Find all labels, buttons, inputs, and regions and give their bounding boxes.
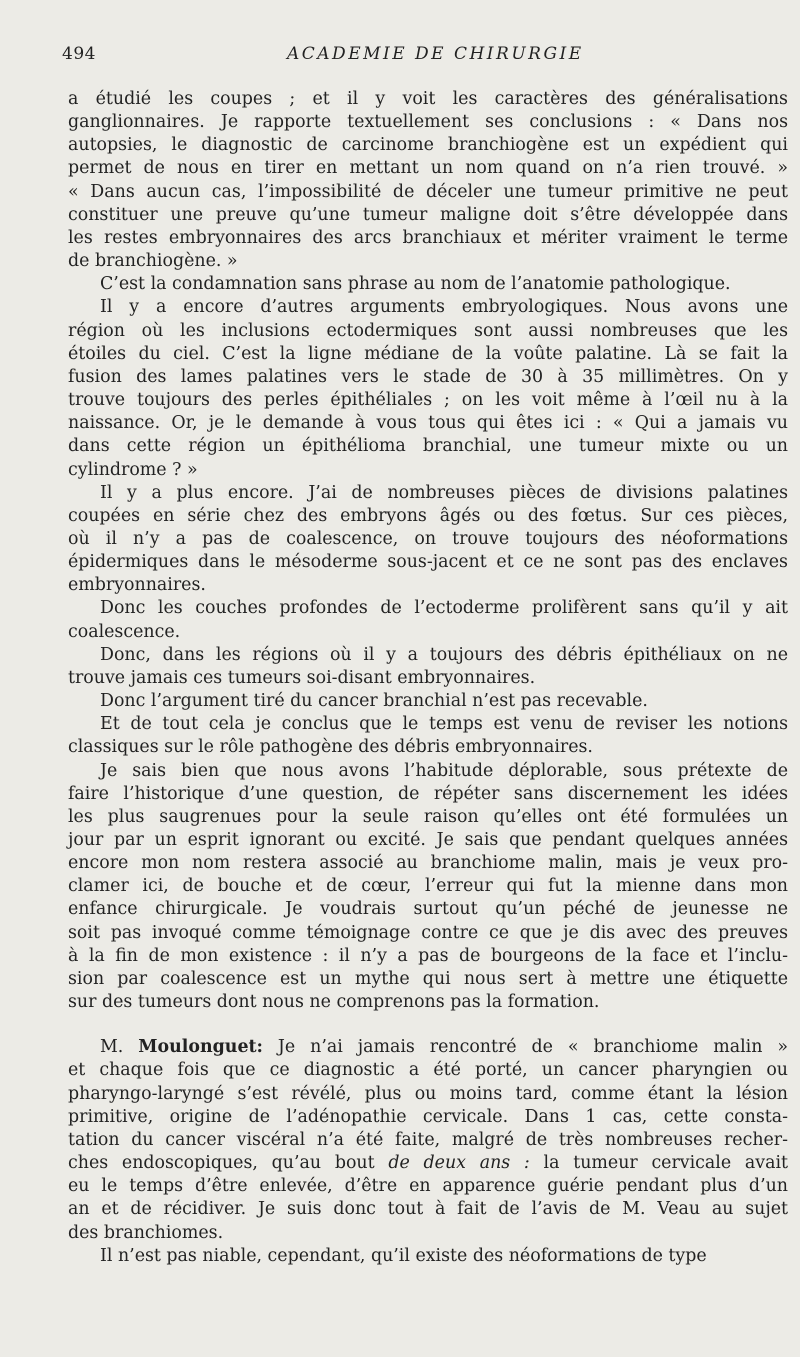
line-text: Je n’ai jamais rencontré de « branchiome malin » xyxy=(277,1037,788,1058)
text-line: a étudié les coupes ; et il y voit les caractères des généralisations xyxy=(68,89,788,109)
text-line: ganglionnaires. Je rapporte textuellement ses conclusions : « Dans nos xyxy=(68,112,788,133)
text-line: coupées en série chez des embryons âgés ou des fœtus. Sur ces pièces, xyxy=(68,505,788,526)
page-header xyxy=(62,44,772,68)
moulonguet-lines xyxy=(68,1059,788,1152)
text-line xyxy=(68,1036,788,1059)
moulonguet-lines xyxy=(68,1175,788,1244)
page-number: 494 xyxy=(62,44,96,64)
text-line: les restes embryonnaires des arcs branchiaux et mériter vraiment le terme xyxy=(68,227,788,248)
speaker-name: Moulonguet xyxy=(138,1037,257,1058)
text-line: soit pas invoqué comme témoignage contre ce que je dis avec des preuves xyxy=(68,922,788,943)
text-line: classiques sur le rôle pathogène des débris embryonnaires. xyxy=(68,737,593,758)
text-line: les plus saugrenues pour la seule raison qu’elles ont été formulées un xyxy=(68,806,788,827)
veau-discussion xyxy=(68,88,788,1014)
text-line: Et de tout cela je conclus que le temps est venu de reviser les notions xyxy=(100,714,788,735)
text-line: faire l’historique d’une question, de répéter sans discernement les idées xyxy=(68,783,788,804)
text-line: épidermiques dans le mésoderme sous-jacent et ce ne sont pas des enclaves xyxy=(68,552,788,573)
section-gap xyxy=(68,1014,788,1036)
line-text: la tumeur cervicale avait xyxy=(543,1153,788,1174)
text-line: Donc, dans les régions où il y a toujours des débris épithéliaux on ne xyxy=(100,644,788,665)
text-line: eu le temps d’être enlevée, d’être en apparence guérie pendant plus d’un xyxy=(68,1176,788,1197)
text-line: primitive, origine de l’adénopathie cervicale. Dans 1 cas, cette consta- xyxy=(68,1106,788,1127)
running-title: ACADEMIE DE CHIRURGIE xyxy=(287,44,584,64)
text-line: jour par un esprit ignorant ou excité. Je sais que pendant quelques années xyxy=(68,830,788,850)
text-line: encore mon nom restera associé au branchiome malin, mais je veux pro- xyxy=(68,853,788,874)
text-line: constituer une preuve qu’une tumeur maligne doit s’être développée dans xyxy=(68,204,788,225)
text-line: permet de nous en tirer en mettant un nom quand on n’a rien trouvé. » xyxy=(68,158,788,179)
text-line: étoiles du ciel. C’est la ligne médiane de la voûte palatine. Là se fait la xyxy=(68,343,788,364)
line-text: ches endoscopiques, qu’au bout xyxy=(68,1153,375,1174)
moulonguet-discussion xyxy=(68,1036,788,1268)
text-line: tation du cancer viscéral n’a été faite, malgré de très nombreuses recher- xyxy=(68,1129,788,1150)
text-line: où il n’y a pas de coalescence, on trouve toujours des néoformations xyxy=(68,528,788,549)
text-line: naissance. Or, je le demande à vous tous qui êtes ici : « Qui a jamais vu xyxy=(68,413,788,434)
speaker-colon: : xyxy=(256,1037,263,1058)
text-line: région où les inclusions ectodermiques sont aussi nombreuses que les xyxy=(68,320,788,341)
text-line: C’est la condamnation sans phrase au nom de l’anatomie pathologique. xyxy=(100,274,731,295)
text-line: sur des tumeurs dont nous ne comprenons pas la formation. xyxy=(68,992,600,1013)
text-line: autopsies, le diagnostic de carcinome branchiogène est un expédient qui xyxy=(68,135,788,156)
text-line xyxy=(68,1152,788,1175)
text-line: pharyngo-laryngé s’est révélé, plus ou moins tard, comme étant la lésion xyxy=(68,1083,788,1104)
text-line: dans cette région un épithélioma branchial, une tumeur mixte ou un xyxy=(68,436,788,457)
text-line: à la fin de mon existence : il n’y a pas de bourgeons de la face et l’inclu- xyxy=(68,945,788,966)
text-line: cylindrome ? » xyxy=(68,459,198,480)
text-line: fusion des lames palatines vers le stade de 30 à 35 millimètres. On y xyxy=(68,366,788,387)
text-line: trouve toujours des perles épithéliales ; on les voit même à l’œil nu à la xyxy=(68,390,788,411)
text-line: Donc l’argument tiré du cancer branchial n’est pas recevable. xyxy=(100,691,648,712)
text-line: clamer ici, de bouche et de cœur, l’erreur qui fut la mienne dans mon xyxy=(68,876,788,897)
text-line: Il n’est pas niable, cependant, qu’il existe des néoformations de type xyxy=(100,1245,707,1266)
italic-phrase: de deux ans : xyxy=(388,1153,530,1174)
speaker-title: M. xyxy=(100,1037,124,1058)
text-line: coalescence. xyxy=(68,621,181,642)
text-line: embryonnaires. xyxy=(68,575,206,596)
text-line: an et de récidiver. Je suis donc tout à fait de l’avis de M. Veau au sujet xyxy=(68,1199,788,1220)
text-line: sion par coalescence est un mythe qui nous sert à mettre une étiquette xyxy=(68,968,788,989)
text-line: Il y a plus encore. J’ai de nombreuses pièces de divisions palatines xyxy=(100,482,788,503)
body-text xyxy=(68,88,788,1268)
text-line: Il y a encore d’autres arguments embryologiques. Nous avons une xyxy=(100,297,788,318)
text-line: des branchiomes. xyxy=(68,1222,224,1243)
text-line: trouve jamais ces tumeurs soi-disant embryonnaires. xyxy=(68,667,536,688)
text-line: enfance chirurgicale. Je voudrais surtout qu’un péché de jeunesse ne xyxy=(68,899,788,920)
text-line: « Dans aucun cas, l’impossibilité de déceler une tumeur primitive ne peut xyxy=(68,181,788,202)
text-line: Donc les couches profondes de l’ectoderme prolifèrent sans qu’il y ait xyxy=(100,598,788,619)
text-line: et chaque fois que ce diagnostic a été porté, un cancer pharyngien ou xyxy=(68,1060,788,1081)
text-line: Je sais bien que nous avons l’habitude déplorable, sous prétexte de xyxy=(100,760,788,781)
text-line: de branchiogène. » xyxy=(68,251,238,272)
